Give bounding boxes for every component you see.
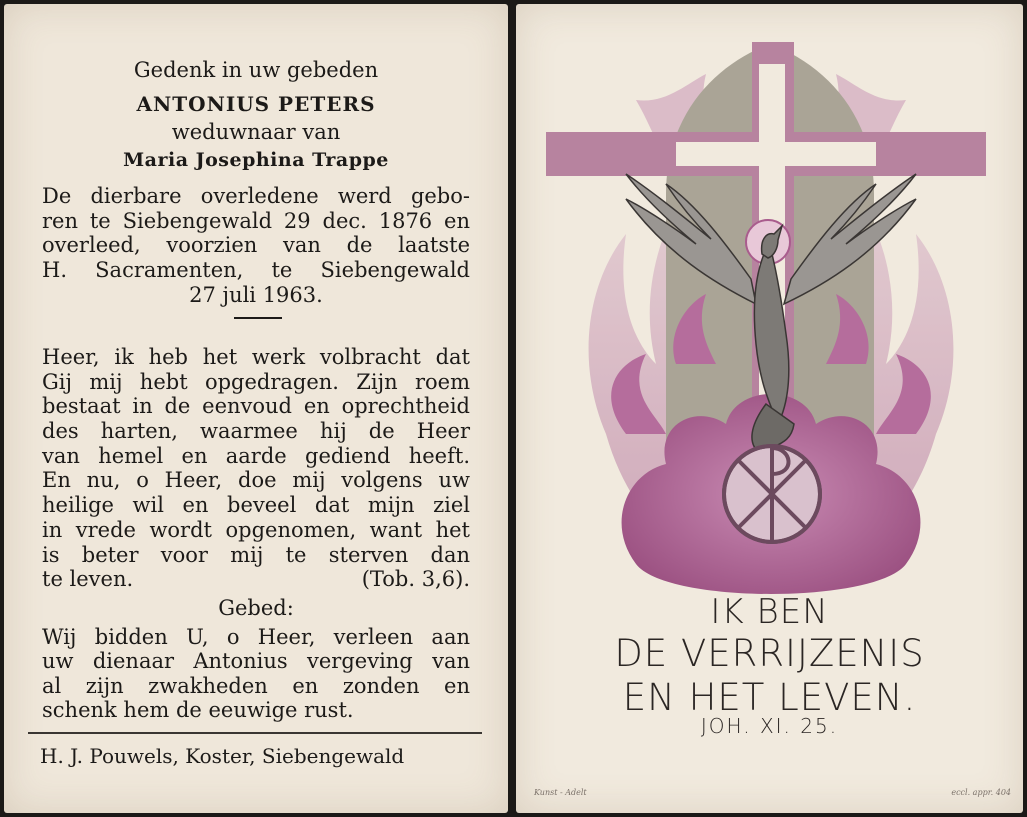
motto-line-1: IK BEN xyxy=(710,592,829,632)
quote-last-row xyxy=(42,567,470,592)
quote-line: bestaat in de eenvoud en oprechtheid xyxy=(42,394,470,419)
scripture-reference: JOH. XI. 25. xyxy=(700,714,839,738)
bio-line: H. Sacramenten, te Siebengewald xyxy=(42,258,470,283)
quote-line: heilige wil en beveel dat mijn ziel xyxy=(42,493,470,518)
quote-reference: (Tob. 3,6). xyxy=(361,567,470,592)
quote-line: is beter voor mij te sterven dan xyxy=(42,542,470,567)
divider xyxy=(234,317,282,319)
printer-credit: H. J. Pouwels, Koster, Siebengewald xyxy=(40,744,405,768)
card-heading: Gedenk in uw gebeden xyxy=(133,58,379,82)
memorial-card-image-side xyxy=(516,4,1023,813)
biography xyxy=(42,184,470,307)
spouse-name: Maria Josephina Trappe xyxy=(123,149,389,171)
scripture-quote xyxy=(42,345,470,592)
bio-line: De dierbare overledene werd gebo- xyxy=(42,184,470,208)
quote-last-line: te leven. xyxy=(42,567,134,592)
memorial-card-text-side xyxy=(4,4,508,813)
prayer-title: Gebed: xyxy=(218,596,294,620)
bio-line: overleed, voorzien van de laatste xyxy=(42,233,470,258)
prayer-line: uw dienaar Antonius vergeving van xyxy=(42,649,470,674)
quote-line: En nu, o Heer, doe mij volgens uw xyxy=(42,468,470,493)
footer-divider xyxy=(28,732,482,734)
prayer xyxy=(42,625,470,723)
prayer-line: Wij bidden U, o Heer, verleen aan xyxy=(42,625,470,649)
chi-rho-icon xyxy=(724,446,820,542)
motto-line-2: DE VERRIJZENIS xyxy=(614,632,925,675)
prayer-line: schenk hem de eeuwige rust. xyxy=(42,698,354,723)
motto-line-3: EN HET LEVEN. xyxy=(622,676,917,719)
artist-credit: Kunst - Adelt xyxy=(534,788,587,797)
quote-line: Gij mij hebt opgedragen. Zijn roem xyxy=(42,369,470,394)
prayer-line: al zijn zwakheden en zonden en xyxy=(42,673,470,698)
quote-line: Heer, ik heb het werk volbracht dat xyxy=(42,345,470,369)
approval-number: eccl. appr. 404 xyxy=(951,788,1011,797)
quote-line: in vrede wordt opgenomen, want het xyxy=(42,517,470,542)
bio-line: ren te Siebengewald 29 dec. 1876 en xyxy=(42,208,470,233)
quote-line: des harten, waarmee hij de Heer xyxy=(42,419,470,444)
bio-line: 27 juli 1963. xyxy=(189,282,323,307)
relation-text: weduwnaar van xyxy=(171,120,341,144)
quote-line: van hemel en aarde gediend heeft. xyxy=(42,443,470,468)
deceased-name: ANTONIUS PETERS xyxy=(136,92,376,116)
